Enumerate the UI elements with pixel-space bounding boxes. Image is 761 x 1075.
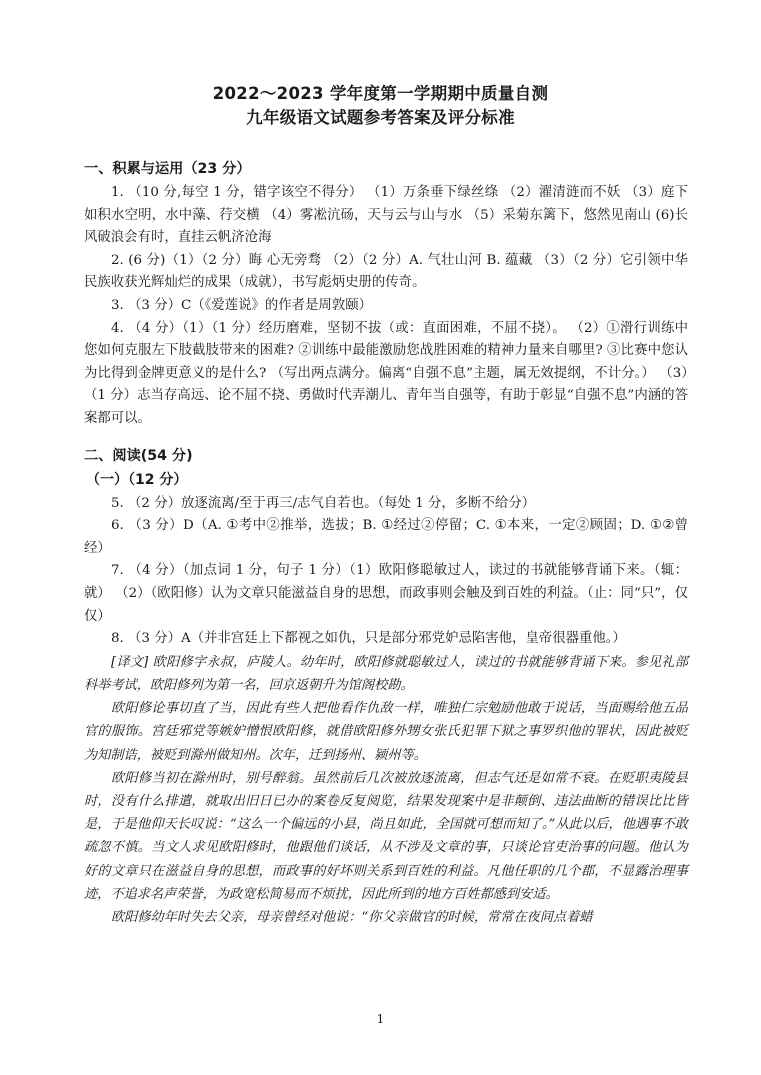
answer-6: 6. （3 分）D（A. ①考中②推举，选拔；B. ①经过②停留；C. ①本来，一定②顾固；D. ①②曾经）: [84, 518, 688, 556]
answer-4: 4. （4 分）（1）（1 分）经历磨难，坚韧不拔（或：直面困难，不屈不挠）。 （2）①滑行训练中您如何克服左下肢截肢带来的困难? ②训练中最能激励您战胜困难的精神力量来自哪里? ③比赛中您认为比得到金牌更意义的是什么? （写出两点满分。偏离“自强不息”主题，属无效提纲，不计分。） （3）（1 分）志当存高远、论不屈不挠、勇做时代弄潮儿、青年当自强等，有助于彰显“自强不息”内涵的答案都可以。: [84, 320, 688, 426]
translation-paragraph-1: [译文] 欧阳修字永叔，庐陵人。幼年时，欧阳修就聪敏过人，读过的书就能够背诵下来。参见礼部科举考试，欧阳修列为第一名，回京返朝升为馆阁校勘。: [84, 654, 688, 693]
title-line-1: 2022～2023 学年度第一学期期中质量自测: [212, 84, 549, 103]
translation-paragraph-3: 欧阳修当初在滁州时，别号醉翁。虽然前后几次被放逐流离，但志气还是如常不衰。在贬职夷陵县时，没有什么排遣，就取出旧日已办的案卷反复阅览，结果发现案中是非颠倒、违法曲断的错误比比皆是，于是他仰天长叹说：“这么一个偏远的小县，尚且如此，全国就可想而知了。”从此以后，他遇事不敢疏忽不慎。当文人求见欧阳修时，他跟他们谈话，从不涉及文章的事，只谈论官吏治事的问题。他认为好的文章只在滋益自身的思想，而政事的好坏则关系到百姓的利益。凡他任职的几个郡，不显露治理事迹，不追求名声荣誉，为政宽松简易而不烦扰，因此所到的地方百姓都感到安适。: [84, 770, 688, 902]
answer-1: 1. （10 分,每空 1 分，错字该空不得分） （1）万条垂下绿丝绦 （2）濯清涟而不妖 （3）庭下如积水空明，水中藻、荇交横 （4）雾凇沆砀，天与云与山与水 （5）采菊东篱下，悠然见南山 (6)长风破浪会有时，直挂云帆济沧海: [84, 185, 688, 246]
answer-3: 3. （3 分）C（《爱莲说》的作者是周敦颐）: [111, 297, 372, 313]
translation-paragraph-4: 欧阳修幼年时失去父亲，母亲曾经对他说：“你父亲做官的时候，常常在夜间点着蜡: [111, 909, 593, 925]
section-heading-1: 一、积累与运用（23 分）: [84, 161, 251, 177]
answer-5: 5. （2 分）放逐流离/至于再三/志气自若也。（每处 1 分，多断不给分）: [111, 495, 536, 511]
translation-paragraph-2: 欧阳修论事切直了当，因此有些人把他看作仇敌一样，唯独仁宗勉励他敢于说话，当面赐给他五品官的服饰。宫廷邪党等嫉妒憎恨欧阳修，就借欧阳修外甥女张氏犯罪下狱之事罗织他的罪状，因此被贬为知制诰，被贬到滁州做知州。次年，迁到扬州、颍州等。: [84, 701, 688, 763]
document-header: [0, 82, 761, 130]
section-heading-2: 二、阅读(54 分): [84, 447, 193, 464]
answer-8: 8. （3 分）A（并非宫廷上下都视之如仇，只是部分邪党妒忌陷害他，皇帝很器重他。）: [111, 631, 626, 647]
answer-2: 2. (6 分)（1）（2 分）晦 心无旁骛 （2）（2 分）A. 气壮山河 B. 蕴藏 （3）（2 分）它引领中华民族收获光辉灿烂的成果（成就），书写彪炳史册的传奇。: [84, 252, 688, 291]
page-number: 1: [376, 1012, 385, 1026]
document-body: [84, 152, 688, 929]
answer-7: 7. （4 分）（加点词 1 分，句子 1 分）（1）欧阳修聪敏过人，读过的书就能够背诵下来。（辄：就） （2）（欧阳修）认为文章只能滋益自身的思想，而政事则会触及到百姓的利益。（止：同“只”，仅仅）: [84, 563, 688, 624]
subsection-heading-1: （一）（12 分）: [86, 471, 188, 488]
title-line-2: 九年级语文试题参考答案及评分标准: [246, 108, 515, 127]
